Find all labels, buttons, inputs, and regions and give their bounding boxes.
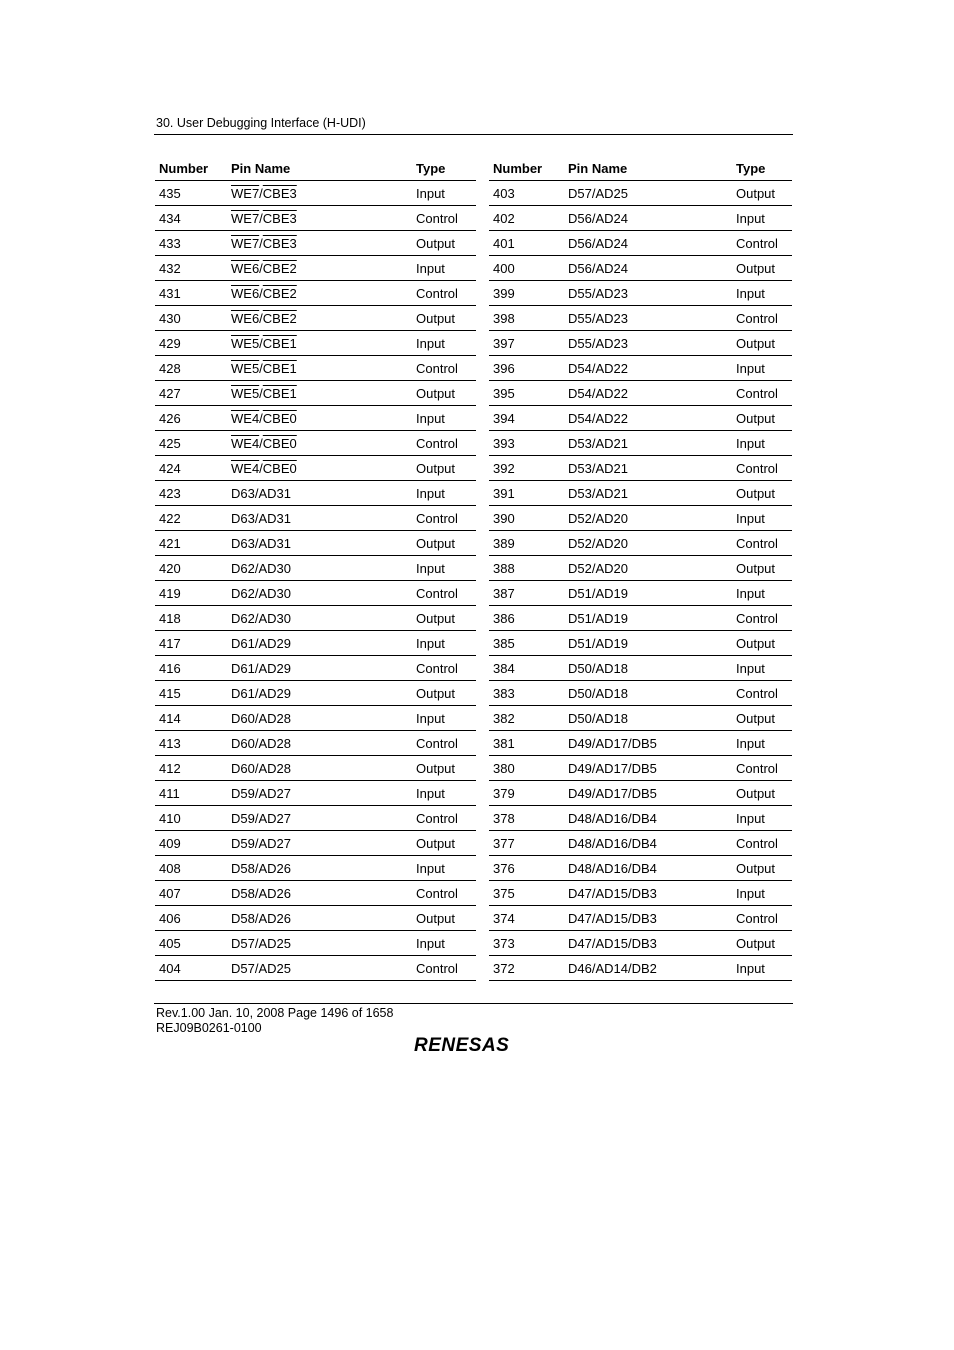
cell-number: 386 xyxy=(489,606,564,631)
table-row xyxy=(155,556,476,581)
cell-pin-name: D52/AD20 xyxy=(564,556,732,581)
table-row xyxy=(155,306,476,331)
cell-type: Control xyxy=(412,506,476,531)
table-row xyxy=(155,231,476,256)
cell-number: 408 xyxy=(155,856,227,881)
cell-type: Output xyxy=(412,606,476,631)
cell-pin-name: D60/AD28 xyxy=(227,756,412,781)
table-row xyxy=(489,356,792,381)
cell-type: Control xyxy=(412,431,476,456)
column-header-pin-name: Pin Name xyxy=(227,156,412,181)
table-row xyxy=(489,956,792,981)
cell-type: Output xyxy=(732,931,792,956)
cell-number: 415 xyxy=(155,681,227,706)
cell-number: 417 xyxy=(155,631,227,656)
cell-pin-name: D47/AD15/DB3 xyxy=(564,881,732,906)
cell-pin-name: D58/AD26 xyxy=(227,881,412,906)
cell-number: 375 xyxy=(489,881,564,906)
cell-pin-name: D53/AD21 xyxy=(564,456,732,481)
table-row xyxy=(489,631,792,656)
table-row xyxy=(489,256,792,281)
cell-pin-name: D55/AD23 xyxy=(564,306,732,331)
table-header-row xyxy=(155,156,476,181)
cell-type: Output xyxy=(732,556,792,581)
cell-number: 397 xyxy=(489,331,564,356)
cell-pin-name: D56/AD24 xyxy=(564,206,732,231)
cell-pin-name: D50/AD18 xyxy=(564,656,732,681)
cell-type: Output xyxy=(412,456,476,481)
cell-pin-name: D47/AD15/DB3 xyxy=(564,906,732,931)
table-row xyxy=(155,356,476,381)
cell-type: Control xyxy=(412,881,476,906)
table-row xyxy=(155,681,476,706)
column-header-number: Number xyxy=(489,156,564,181)
cell-pin-name: WE6/CBE2 xyxy=(227,281,412,306)
cell-pin-name: WE7/CBE3 xyxy=(227,206,412,231)
cell-number: 380 xyxy=(489,756,564,781)
table-row xyxy=(489,856,792,881)
cell-type: Output xyxy=(732,856,792,881)
cell-number: 388 xyxy=(489,556,564,581)
cell-number: 425 xyxy=(155,431,227,456)
cell-pin-name: D51/AD19 xyxy=(564,581,732,606)
pin-table-left xyxy=(155,156,476,981)
cell-pin-name: D48/AD16/DB4 xyxy=(564,831,732,856)
cell-type: Output xyxy=(732,256,792,281)
table-row xyxy=(489,506,792,531)
cell-type: Output xyxy=(412,231,476,256)
cell-pin-name: D62/AD30 xyxy=(227,606,412,631)
cell-type: Control xyxy=(412,656,476,681)
cell-number: 410 xyxy=(155,806,227,831)
cell-type: Input xyxy=(732,581,792,606)
cell-pin-name: D57/AD25 xyxy=(227,931,412,956)
cell-type: Control xyxy=(732,531,792,556)
cell-pin-name: D49/AD17/DB5 xyxy=(564,756,732,781)
cell-pin-name: D50/AD18 xyxy=(564,681,732,706)
cell-pin-name: D63/AD31 xyxy=(227,506,412,531)
cell-type: Control xyxy=(732,831,792,856)
cell-type: Output xyxy=(412,906,476,931)
renesas-logo-text: RENESAS xyxy=(414,1035,510,1055)
table-row xyxy=(155,281,476,306)
cell-pin-name: D54/AD22 xyxy=(564,406,732,431)
cell-type: Output xyxy=(732,181,792,206)
pin-table-right xyxy=(489,156,792,981)
cell-pin-name: D63/AD31 xyxy=(227,481,412,506)
cell-number: 416 xyxy=(155,656,227,681)
cell-pin-name: WE4/CBE0 xyxy=(227,406,412,431)
cell-pin-name: D51/AD19 xyxy=(564,631,732,656)
cell-type: Input xyxy=(732,881,792,906)
cell-pin-name: WE5/CBE1 xyxy=(227,381,412,406)
table-row xyxy=(155,381,476,406)
cell-number: 413 xyxy=(155,731,227,756)
cell-type: Input xyxy=(732,281,792,306)
table-row xyxy=(155,256,476,281)
page-header: 30. User Debugging Interface (H-UDI) xyxy=(156,116,366,130)
cell-type: Control xyxy=(732,681,792,706)
table-header-row xyxy=(489,156,792,181)
cell-type: Input xyxy=(732,431,792,456)
column-header-type: Type xyxy=(732,156,792,181)
table-row xyxy=(155,781,476,806)
cell-number: 402 xyxy=(489,206,564,231)
cell-number: 426 xyxy=(155,406,227,431)
cell-type: Output xyxy=(732,781,792,806)
table-row xyxy=(489,206,792,231)
table-row xyxy=(155,406,476,431)
cell-pin-name: D47/AD15/DB3 xyxy=(564,931,732,956)
cell-number: 428 xyxy=(155,356,227,381)
cell-type: Input xyxy=(732,656,792,681)
cell-pin-name: D46/AD14/DB2 xyxy=(564,956,732,981)
cell-type: Input xyxy=(412,631,476,656)
table-row xyxy=(489,306,792,331)
cell-number: 393 xyxy=(489,431,564,456)
cell-number: 404 xyxy=(155,956,227,981)
cell-type: Output xyxy=(732,331,792,356)
footer-document-number: REJ09B0261-0100 xyxy=(156,1021,262,1035)
cell-type: Input xyxy=(412,706,476,731)
table-row xyxy=(489,681,792,706)
cell-number: 418 xyxy=(155,606,227,631)
table-row xyxy=(155,656,476,681)
cell-number: 414 xyxy=(155,706,227,731)
cell-type: Output xyxy=(412,381,476,406)
cell-number: 385 xyxy=(489,631,564,656)
cell-type: Input xyxy=(732,731,792,756)
cell-type: Input xyxy=(732,206,792,231)
table-row xyxy=(489,281,792,306)
cell-pin-name: D48/AD16/DB4 xyxy=(564,806,732,831)
table-row xyxy=(489,181,792,206)
table-row xyxy=(155,731,476,756)
footer-rule xyxy=(154,1003,793,1004)
cell-number: 387 xyxy=(489,581,564,606)
table-row xyxy=(155,856,476,881)
cell-number: 406 xyxy=(155,906,227,931)
cell-type: Control xyxy=(412,281,476,306)
cell-number: 372 xyxy=(489,956,564,981)
table-row xyxy=(155,831,476,856)
cell-pin-name: D58/AD26 xyxy=(227,856,412,881)
table-row xyxy=(155,881,476,906)
table-row xyxy=(155,756,476,781)
cell-number: 391 xyxy=(489,481,564,506)
cell-pin-name: WE4/CBE0 xyxy=(227,431,412,456)
table-row xyxy=(489,406,792,431)
cell-pin-name: D62/AD30 xyxy=(227,556,412,581)
footer-revision: Rev.1.00 Jan. 10, 2008 Page 1496 of 1658 xyxy=(156,1006,394,1020)
cell-number: 409 xyxy=(155,831,227,856)
cell-number: 376 xyxy=(489,856,564,881)
cell-number: 382 xyxy=(489,706,564,731)
table-row xyxy=(489,531,792,556)
cell-number: 390 xyxy=(489,506,564,531)
cell-pin-name: D52/AD20 xyxy=(564,506,732,531)
cell-type: Input xyxy=(412,556,476,581)
cell-pin-name: D63/AD31 xyxy=(227,531,412,556)
cell-pin-name: D54/AD22 xyxy=(564,356,732,381)
cell-type: Control xyxy=(732,381,792,406)
cell-number: 420 xyxy=(155,556,227,581)
cell-number: 422 xyxy=(155,506,227,531)
table-row xyxy=(489,881,792,906)
table-row xyxy=(489,831,792,856)
cell-number: 430 xyxy=(155,306,227,331)
table-row xyxy=(155,206,476,231)
table-row xyxy=(155,706,476,731)
table-row xyxy=(489,931,792,956)
table-row xyxy=(155,506,476,531)
cell-type: Input xyxy=(412,256,476,281)
cell-pin-name: D54/AD22 xyxy=(564,381,732,406)
cell-type: Input xyxy=(732,506,792,531)
cell-type: Output xyxy=(732,481,792,506)
cell-pin-name: D59/AD27 xyxy=(227,781,412,806)
cell-pin-name: D49/AD17/DB5 xyxy=(564,781,732,806)
table-row xyxy=(489,556,792,581)
cell-type: Control xyxy=(412,806,476,831)
cell-pin-name: D56/AD24 xyxy=(564,256,732,281)
cell-type: Input xyxy=(412,181,476,206)
header-rule xyxy=(154,134,793,135)
cell-type: Output xyxy=(732,406,792,431)
cell-pin-name: D61/AD29 xyxy=(227,631,412,656)
cell-number: 400 xyxy=(489,256,564,281)
cell-pin-name: D56/AD24 xyxy=(564,231,732,256)
cell-number: 399 xyxy=(489,281,564,306)
cell-pin-name: D60/AD28 xyxy=(227,706,412,731)
cell-number: 395 xyxy=(489,381,564,406)
column-header-number: Number xyxy=(155,156,227,181)
cell-type: Control xyxy=(732,756,792,781)
table-row xyxy=(489,756,792,781)
cell-number: 431 xyxy=(155,281,227,306)
cell-number: 389 xyxy=(489,531,564,556)
cell-number: 411 xyxy=(155,781,227,806)
cell-type: Output xyxy=(732,706,792,731)
cell-type: Input xyxy=(412,331,476,356)
table-row xyxy=(155,331,476,356)
cell-type: Control xyxy=(732,231,792,256)
cell-pin-name: WE6/CBE2 xyxy=(227,256,412,281)
cell-number: 392 xyxy=(489,456,564,481)
cell-number: 378 xyxy=(489,806,564,831)
cell-number: 432 xyxy=(155,256,227,281)
cell-number: 421 xyxy=(155,531,227,556)
table-row xyxy=(155,631,476,656)
cell-type: Control xyxy=(412,206,476,231)
cell-type: Input xyxy=(732,356,792,381)
table-row xyxy=(489,781,792,806)
table-row xyxy=(489,656,792,681)
cell-number: 427 xyxy=(155,381,227,406)
cell-pin-name: D48/AD16/DB4 xyxy=(564,856,732,881)
cell-pin-name: WE5/CBE1 xyxy=(227,356,412,381)
column-header-type: Type xyxy=(412,156,476,181)
cell-pin-name: D59/AD27 xyxy=(227,806,412,831)
cell-number: 383 xyxy=(489,681,564,706)
table-row xyxy=(155,531,476,556)
table-row xyxy=(489,456,792,481)
cell-type: Control xyxy=(732,456,792,481)
cell-type: Control xyxy=(732,606,792,631)
cell-number: 381 xyxy=(489,731,564,756)
cell-number: 412 xyxy=(155,756,227,781)
cell-number: 429 xyxy=(155,331,227,356)
cell-type: Control xyxy=(412,356,476,381)
cell-pin-name: D49/AD17/DB5 xyxy=(564,731,732,756)
cell-pin-name: D61/AD29 xyxy=(227,656,412,681)
cell-number: 401 xyxy=(489,231,564,256)
cell-type: Control xyxy=(412,731,476,756)
cell-type: Output xyxy=(412,306,476,331)
cell-number: 384 xyxy=(489,656,564,681)
cell-type: Output xyxy=(412,531,476,556)
cell-type: Output xyxy=(412,681,476,706)
table-row xyxy=(489,731,792,756)
cell-type: Output xyxy=(732,631,792,656)
table-row xyxy=(155,956,476,981)
cell-pin-name: WE7/CBE3 xyxy=(227,231,412,256)
table-row xyxy=(155,581,476,606)
cell-pin-name: D60/AD28 xyxy=(227,731,412,756)
table-row xyxy=(155,906,476,931)
table-row xyxy=(155,806,476,831)
cell-type: Input xyxy=(412,481,476,506)
table-row xyxy=(155,481,476,506)
table-row xyxy=(489,806,792,831)
cell-pin-name: WE7/CBE3 xyxy=(227,181,412,206)
cell-type: Input xyxy=(412,781,476,806)
cell-number: 379 xyxy=(489,781,564,806)
cell-number: 419 xyxy=(155,581,227,606)
cell-number: 435 xyxy=(155,181,227,206)
cell-number: 434 xyxy=(155,206,227,231)
column-header-pin-name: Pin Name xyxy=(564,156,732,181)
cell-pin-name: D53/AD21 xyxy=(564,481,732,506)
cell-pin-name: WE6/CBE2 xyxy=(227,306,412,331)
table-row xyxy=(489,481,792,506)
table-row xyxy=(155,431,476,456)
cell-number: 377 xyxy=(489,831,564,856)
cell-type: Input xyxy=(732,806,792,831)
table-row xyxy=(489,231,792,256)
cell-number: 398 xyxy=(489,306,564,331)
cell-pin-name: WE5/CBE1 xyxy=(227,331,412,356)
cell-pin-name: D62/AD30 xyxy=(227,581,412,606)
table-row xyxy=(489,381,792,406)
cell-number: 394 xyxy=(489,406,564,431)
cell-pin-name: D51/AD19 xyxy=(564,606,732,631)
cell-type: Control xyxy=(732,906,792,931)
cell-pin-name: D50/AD18 xyxy=(564,706,732,731)
table-row xyxy=(155,181,476,206)
cell-number: 374 xyxy=(489,906,564,931)
table-row xyxy=(489,606,792,631)
cell-type: Input xyxy=(412,406,476,431)
cell-pin-name: D57/AD25 xyxy=(564,181,732,206)
cell-type: Control xyxy=(412,956,476,981)
cell-type: Control xyxy=(412,581,476,606)
cell-pin-name: WE4/CBE0 xyxy=(227,456,412,481)
cell-number: 433 xyxy=(155,231,227,256)
table-row xyxy=(489,706,792,731)
table-row xyxy=(155,931,476,956)
table-row xyxy=(489,331,792,356)
cell-pin-name: D52/AD20 xyxy=(564,531,732,556)
cell-number: 373 xyxy=(489,931,564,956)
cell-number: 405 xyxy=(155,931,227,956)
cell-type: Output xyxy=(412,756,476,781)
cell-pin-name: D57/AD25 xyxy=(227,956,412,981)
cell-pin-name: D58/AD26 xyxy=(227,906,412,931)
table-row xyxy=(489,906,792,931)
table-row xyxy=(155,606,476,631)
table-row xyxy=(489,581,792,606)
cell-number: 423 xyxy=(155,481,227,506)
table-row xyxy=(489,431,792,456)
cell-number: 424 xyxy=(155,456,227,481)
cell-pin-name: D61/AD29 xyxy=(227,681,412,706)
cell-type: Input xyxy=(412,856,476,881)
cell-type: Control xyxy=(732,306,792,331)
cell-pin-name: D55/AD23 xyxy=(564,281,732,306)
cell-number: 403 xyxy=(489,181,564,206)
table-row xyxy=(155,456,476,481)
cell-number: 407 xyxy=(155,881,227,906)
cell-number: 396 xyxy=(489,356,564,381)
cell-pin-name: D55/AD23 xyxy=(564,331,732,356)
cell-type: Input xyxy=(732,956,792,981)
cell-type: Output xyxy=(412,831,476,856)
cell-type: Input xyxy=(412,931,476,956)
cell-pin-name: D59/AD27 xyxy=(227,831,412,856)
cell-pin-name: D53/AD21 xyxy=(564,431,732,456)
renesas-logo xyxy=(414,1033,534,1055)
